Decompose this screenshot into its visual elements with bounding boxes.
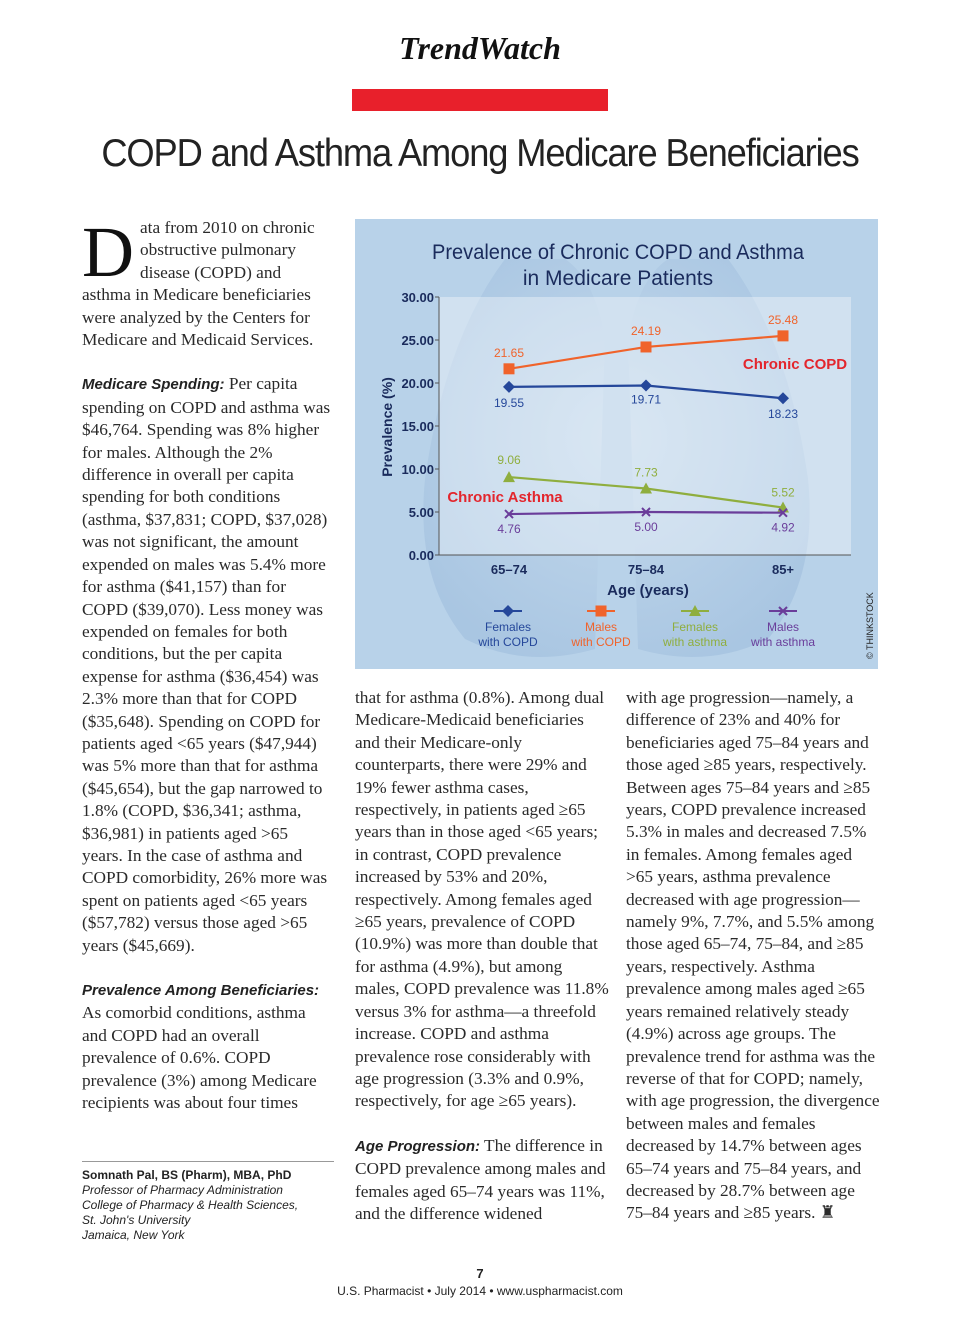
y-tick-label: 30.00 <box>401 290 434 305</box>
spending-text: Per capita spending on COPD and asthma was $46,764. Spending was 8% higher for males. Although the 2% difference in overall per capita spending for both conditions (asthma, $37,831; COPD, $37,028) was not significant, the amount expended on males was 5.4% more for asthma ($41,157) than for COPD ($39,070). Less money was expended on females for both conditions, but the per capita expense for asthma ($36,454) was 2.3% more than that for COPD ($35,648). Spending on COPD for patients aged <65 years ($47,944) was 5% more than that for asthma ($45,654), but the gap narrowed to 1.8% (COPD, $36,341; asthma, $36,981) in patients aged >65 years. In the case of asthma and COPD comorbidity, 26% more was spent on patients aged <65 years ($57,782) versus those aged >65 years ($45,669). <box>82 374 331 955</box>
y-tick-label: 15.00 <box>401 419 434 434</box>
y-axis-label: Prevalence (%) <box>379 377 395 477</box>
author-college: College of Pharmacy & Health Sciences, <box>82 1198 299 1212</box>
legend-label-line-1: Females <box>671 620 719 634</box>
age-heading: Age Progression: <box>355 1137 481 1155</box>
data-label: 19.55 <box>493 395 525 410</box>
data-point-marker <box>596 606 607 617</box>
y-tick-label: 10.00 <box>401 462 434 477</box>
data-label: 25.48 <box>767 312 799 327</box>
author-location: Jamaica, New York <box>82 1228 185 1242</box>
y-tick-label: 5.00 <box>408 505 434 520</box>
age-continued: with age progression—namely, a difference of 23% and 40% for beneficiaries aged 75–84 years and those aged ≥85 years, respectively. Between ages 75–84 years and ≥85 years, COPD prevalence increased 5.3% in males and decreased 7.5% in females. Among females aged >65 years, asthma prevalence decreased with age progression—namely 9%, 7.7%, and 5.5% among those aged 65–74, 75–84, and ≥85 years, respectively. Asthma prevalence among males aged ≥65 years remained relatively steady (4.9%) across age groups. The prevalence trend for asthma was the reverse of that for COPD; namely, with age progression, the divergence between males and females decreased by 14.7% between ages 65–74 years and 75–84 years, and decreased by 28.7% between age 75–84 years and ≥85 years. ♜ <box>626 688 880 1223</box>
data-label: 19.71 <box>630 392 662 407</box>
prevalence-continued: that for asthma (0.8%). Among dual Medicare-Medicaid beneficiaries and their Medicare-only counterparts, there were 29% and 19% fewer asthma cases, respectively, in patients aged ≥65 years than in those aged <65 years; in contrast, COPD prevalence increased by 53% and 20%, respectively. Among females aged ≥65 years, prevalence of COPD (10.9%) was more than double that for asthma (4.9%), but among males, COPD prevalence was 11.8% versus 3% for asthma—a threefold increase. COPD and asthma prevalence rose considerably with age progression (3.3% and 0.9%, respectively, for age ≥65 years). <box>355 688 609 1111</box>
author-title: Professor of Pharmacy Administration <box>82 1183 283 1197</box>
text-column-2 <box>355 687 610 1225</box>
data-label: 9.06 <box>497 453 521 468</box>
drop-cap: D <box>82 212 134 292</box>
footer-publication-line: U.S. Pharmacist • July 2014 • www.uspharmacist.com <box>337 1284 623 1298</box>
data-label: 21.65 <box>493 345 525 360</box>
x-tick-label: 85+ <box>771 562 795 577</box>
data-label: 18.23 <box>767 407 799 422</box>
section-tag-bar <box>352 89 608 111</box>
spending-paragraph <box>82 373 332 957</box>
data-point-marker <box>504 363 515 374</box>
page-number: 7 <box>476 1266 484 1281</box>
author-box <box>82 1161 334 1243</box>
y-tick-label: 0.00 <box>408 548 434 563</box>
author-name: Somnath Pal, BS (Pharm), MBA, PhD <box>82 1168 292 1182</box>
age-paragraph <box>355 1135 610 1226</box>
legend-label-line-1: Males <box>766 620 800 634</box>
text-column-1 <box>82 212 332 1114</box>
image-credit: © THINKSTOCK <box>865 592 875 659</box>
data-label: 4.92 <box>771 520 795 535</box>
x-tick-label: 65–74 <box>490 562 528 577</box>
intro-paragraph <box>82 212 332 351</box>
chart-title-line-2: in Medicare Patients <box>522 267 714 290</box>
annotation-chronic-asthma: Chronic Asthma <box>447 489 563 506</box>
data-label: 4.76 <box>497 522 521 537</box>
legend-label-line-2: with COPD <box>478 635 538 649</box>
x-tick-label: 75–84 <box>627 562 665 577</box>
legend-label-line-1: Males <box>584 620 618 634</box>
text-column-3 <box>626 687 882 1225</box>
section-tag <box>352 30 608 82</box>
chart-title-line-1: Prevalence of Chronic COPD and Asthma <box>432 241 805 264</box>
prevalence-paragraph <box>82 979 332 1114</box>
y-tick-label: 25.00 <box>401 333 434 348</box>
legend-label-line-1: Females <box>484 620 532 634</box>
legend-label-line-2: with asthma <box>750 635 816 649</box>
legend-label-line-2: with asthma <box>662 635 728 649</box>
page-footer <box>0 1266 960 1298</box>
legend-label-line-2: with COPD <box>571 635 631 649</box>
data-label: 5.00 <box>634 520 658 534</box>
prevalence-text-a: As comorbid conditions, asthma and COPD had an overall prevalence of 0.6%. COPD prevalence (3%) among Medicare recipients was about four times <box>82 1003 317 1113</box>
data-label: 5.52 <box>771 485 795 500</box>
data-label: 7.73 <box>634 465 658 480</box>
intro-text: ata from 2010 on chronic obstructive pulmonary disease (COPD) and asthma in Medicare beneficiaries were analyzed by the Centers for Medicare and Medicaid Services. <box>82 218 315 350</box>
y-tick-label: 20.00 <box>401 376 434 391</box>
prevalence-chart <box>355 219 878 669</box>
article-title: COPD and Asthma Among Medicare Beneficiaries <box>101 132 859 175</box>
x-axis-label: Age (years) <box>607 582 689 599</box>
prevalence-heading: Prevalence Among Beneficiaries: <box>82 982 320 999</box>
chart-panel <box>355 219 878 669</box>
spending-heading: Medicare Spending: <box>82 376 225 394</box>
author-university: St. John's University <box>82 1213 191 1227</box>
data-point-marker <box>778 330 789 341</box>
data-label: 24.19 <box>630 323 662 338</box>
data-point-marker <box>641 341 652 352</box>
section-tag-text: TrendWatch <box>399 30 561 66</box>
annotation-chronic-copd: Chronic COPD <box>742 356 848 373</box>
age-text-a: The difference in COPD prevalence among males and females aged 65–74 years was 11%, and the difference widened <box>355 1135 606 1223</box>
